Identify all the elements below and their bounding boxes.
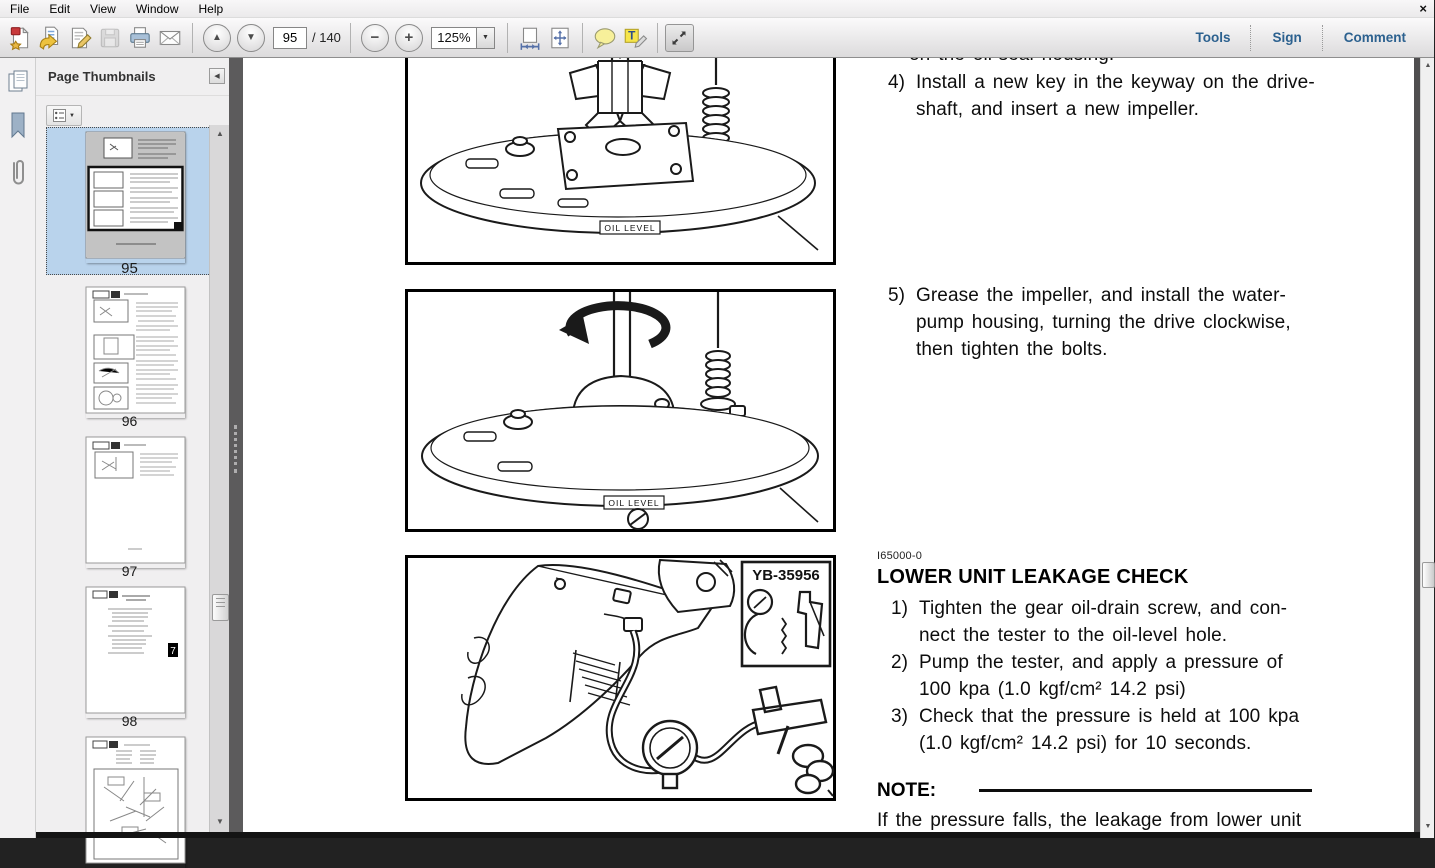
thumbnail-image: [86, 437, 185, 568]
navigation-rail: [0, 58, 36, 838]
menu-view[interactable]: View: [90, 1, 116, 16]
sticky-note-button[interactable]: [590, 22, 620, 54]
page-thumbnails-panel: [36, 58, 229, 838]
toolbar-separator: [507, 23, 508, 53]
sign-button[interactable]: Sign: [1272, 30, 1302, 45]
figure3-tool-label: YB-35956: [752, 567, 820, 584]
step-4-line-1: 4) Install a new key in the keyway on the drive-: [888, 72, 1315, 93]
note-text-line: If the pressure falls, the leakage from lower unit: [877, 810, 1302, 831]
document-scrollbar[interactable]: [1420, 58, 1434, 838]
step-5-line-2: pump housing, turning the drive clockwise,: [916, 312, 1291, 333]
attachments-panel-button[interactable]: [0, 154, 36, 192]
step-5-line-3: then tighten the bolts.: [916, 339, 1108, 360]
fit-width-button[interactable]: [515, 22, 545, 54]
collapse-panel-button[interactable]: ◀: [209, 68, 225, 84]
zoom-level-select[interactable]: [431, 27, 495, 49]
pane-actions: [1175, 18, 1426, 57]
leak-step-1-line-2: nect the tester to the oil-level hole.: [919, 625, 1228, 646]
comment-bubble-icon: [592, 25, 618, 51]
edit-document-icon: [67, 25, 93, 51]
svg-text:7: 7: [170, 646, 176, 657]
panel-splitter-grip[interactable]: [234, 425, 237, 473]
thumbnails-scroll-up-icon[interactable]: ▲: [216, 129, 224, 138]
paperclip-icon: [7, 156, 29, 190]
thumbnail-image: [86, 132, 185, 263]
toolbar-separator: [582, 23, 583, 53]
figure1-caption: OIL LEVEL: [604, 223, 656, 233]
panel-title: Page Thumbnails: [48, 69, 156, 84]
toolbar-separator: [192, 23, 193, 53]
bookmark-icon: [7, 111, 29, 139]
save-button[interactable]: [95, 22, 125, 54]
document-scroll-down-icon[interactable]: ▼: [1424, 823, 1432, 830]
email-icon: [157, 25, 183, 51]
menu-window[interactable]: Window: [135, 1, 179, 16]
thumbnail-page-95[interactable]: [46, 127, 211, 275]
open-document-icon: [37, 25, 63, 51]
thumbnail-options-icon: [53, 109, 66, 122]
open-button[interactable]: [35, 22, 65, 54]
section-heading: LOWER UNIT LEAKAGE CHECK: [877, 566, 1189, 588]
edit-button[interactable]: [65, 22, 95, 54]
thumbnail-image: [86, 737, 185, 868]
thumbnail-options-button[interactable]: [46, 105, 82, 126]
toolbar-separator: [657, 23, 658, 53]
highlight-text-button[interactable]: [620, 22, 650, 54]
document-scroll-up-icon[interactable]: ▲: [1424, 62, 1432, 69]
toolbar-separator: [350, 23, 351, 53]
highlight-text-icon: [622, 25, 648, 51]
zoom-in-button[interactable]: +: [395, 24, 423, 52]
svg-text:T: T: [628, 28, 636, 43]
figure2-caption: OIL LEVEL: [608, 498, 660, 508]
page-number-input[interactable]: [273, 27, 307, 49]
thumbnails-scrollbar-thumb[interactable]: [212, 594, 229, 621]
fit-page-icon: [547, 25, 573, 51]
thumbnail-image: [86, 287, 185, 418]
thumbnail-page-number: 96: [121, 413, 138, 429]
menu-edit[interactable]: Edit: [49, 1, 71, 16]
note-label: NOTE:: [877, 780, 937, 801]
page-thumbnails-icon: [6, 68, 30, 94]
figure-impeller-install: [405, 38, 836, 265]
leak-step-2-line-1: 2) Pump the tester, and apply a pressure of: [891, 652, 1283, 673]
comment-button[interactable]: Comment: [1343, 30, 1406, 45]
panel-header: [36, 58, 229, 96]
thumbnails-scrollbar[interactable]: [209, 125, 229, 832]
thumbnail-page-number: 95: [121, 260, 138, 277]
next-page-button[interactable]: ▼: [237, 24, 265, 52]
thumbnails-scroll-down-icon[interactable]: ▼: [216, 817, 224, 826]
window-bottom-edge: [36, 832, 1420, 838]
options-dropdown-arrow-icon: ▼: [69, 112, 75, 119]
section-code: I65000-0: [877, 550, 923, 562]
note-rule: [979, 789, 1312, 792]
previous-page-button[interactable]: ▲: [203, 24, 231, 52]
email-button[interactable]: [155, 22, 185, 54]
create-pdf-icon: [7, 25, 33, 51]
menu-help[interactable]: Help: [198, 1, 224, 16]
create-pdf-button[interactable]: [5, 22, 35, 54]
document-page: [243, 58, 1414, 833]
print-icon: [127, 25, 153, 51]
step-5-line-1: 5) Grease the impeller, and install the water-: [888, 285, 1286, 306]
step-4-line-2: shaft, and insert a new impeller.: [916, 99, 1199, 120]
thumbnail-image: [86, 587, 185, 718]
menu-bar: [0, 0, 1434, 18]
zoom-dropdown-arrow-icon[interactable]: ▼: [477, 27, 495, 49]
menu-file[interactable]: File: [10, 1, 30, 16]
fullscreen-button[interactable]: [665, 24, 694, 52]
figure-leakage-tester: [405, 555, 836, 801]
thumbnail-page-number: 97: [121, 563, 138, 579]
leak-step-1-line-1: 1) Tighten the gear oil-drain screw, and con-: [891, 598, 1288, 619]
bookmarks-panel-button[interactable]: [0, 106, 36, 144]
leak-step-3-line-2: (1.0 kgf/cm² 14.2 psi) for 10 seconds.: [919, 733, 1252, 754]
leak-step-3-line-1: 3) Check that the pressure is held at 100 kpa: [891, 706, 1300, 727]
thumbnail-page-number: 98: [121, 713, 138, 729]
tools-button[interactable]: Tools: [1195, 30, 1231, 45]
zoom-level-value: 125%: [431, 27, 477, 49]
zoom-out-button[interactable]: −: [361, 24, 389, 52]
fit-width-icon: [517, 25, 543, 51]
page-thumbnails-panel-button[interactable]: [0, 62, 36, 100]
fit-page-button[interactable]: [545, 22, 575, 54]
fullscreen-arrows-icon: [669, 28, 689, 48]
figure-waterpump-housing: [405, 289, 836, 532]
leak-step-2-line-2: 100 kpa (1.0 kgf/cm² 14.2 psi): [919, 679, 1186, 700]
save-icon: [97, 25, 123, 51]
page-total-label: / 140: [312, 30, 341, 45]
print-button[interactable]: [125, 22, 155, 54]
document-scrollbar-thumb[interactable]: [1422, 562, 1435, 588]
close-icon[interactable]: ×: [1419, 1, 1427, 16]
